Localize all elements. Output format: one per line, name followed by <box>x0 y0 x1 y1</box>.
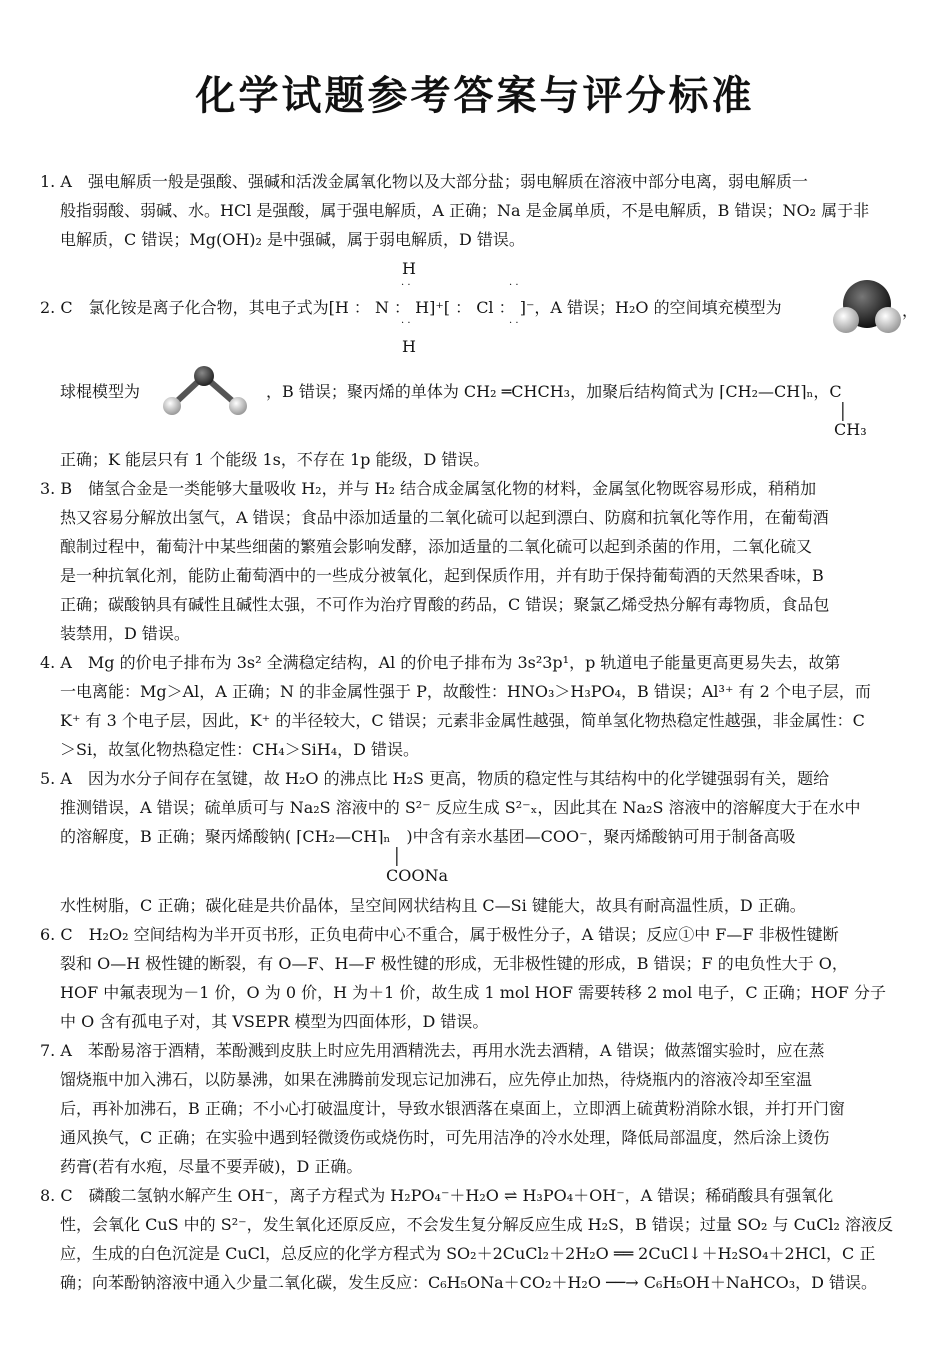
q3-line-2: 热又容易分解放出氢气，A 错误；食品中添加适量的二氧化硫可以起到漂白、防腐和抗氧化等作用，在葡萄酒 <box>60 508 829 527</box>
q5-line-1: 5. A 因为水分子间存在氢键，故 H₂O 的沸点比 H₂S 更高，物质的稳定性与其结构中的化学键强弱有关，题给 <box>40 769 830 788</box>
q2-line-3: 正确；K 能层只有 1 个能级 1s，不存在 1p 能级，D 错误。 <box>60 450 490 469</box>
q7-line-3: 后，再补加沸石，B 正确；不小心打破温度计，导致水银洒落在桌面上，立即洒上硫黄粉消除水银，并打开门窗 <box>60 1099 845 1118</box>
q2-branch-bond: │ <box>838 402 848 421</box>
q5-line-3: 的溶解度，B 正确；聚丙烯酸钠( ⌈CH₂—CH⌉ₙ )中含有亲水基团—COO⁻，聚丙烯酸钠可用于制备高吸 <box>60 827 796 846</box>
q2-line-1 <box>40 298 782 318</box>
q8-line-1: 8. C 磷酸二氢钠水解产生 OH⁻，离子方程式为 H₂PO₄⁻＋H₂O ⇌ H₃PO₄＋OH⁻，A 错误；稀硝酸具有强氧化 <box>40 1186 834 1205</box>
q8-line-3: 应，生成的白色沉淀是 CuCl，总反应的化学方程式为 SO₂＋2CuCl₂＋2H₂O ══ 2CuCl↓＋H₂SO₄＋2HCl，C 正 <box>60 1244 876 1263</box>
q4-line-1: 4. A Mg 的价电子排布为 3s² 全满稳定结构，Al 的价电子排布为 3s²3p¹，p 轨道电子能量更高更易失去，故第 <box>40 653 841 672</box>
q1-line-1: 1. A 强电解质一般是强酸、强碱和活泼金属氧化物以及大部分盐；弱电解质在溶液中部分电离，弱电解质一 <box>40 172 808 191</box>
q5-coona-branch: COONa <box>386 866 449 885</box>
page-title: 化学试题参考答案与评分标准 <box>195 73 755 119</box>
q6-line-2: 裂和 O—H 极性键的断裂，有 O—F、H—F 极性键的形成，无非极性键的形成，B 错误；F 的电负性大于 O， <box>60 954 848 973</box>
q2-ch3-branch: CH₃ <box>834 420 867 439</box>
q2-cl-lone-pair-top: · · <box>509 280 519 291</box>
q1-line-3: 电解质，C 错误；Mg(OH)₂ 是中强碱，属于弱电解质，D 错误。 <box>60 230 525 249</box>
q7-line-2: 馏烧瓶中加入沸石，以防暴沸，如果在沸腾前发现忘记加沸石，应先停止加热，待烧瓶内的溶液冷却至室温 <box>60 1070 813 1089</box>
q2-cl-lone-pair-bottom: · · <box>509 318 519 329</box>
q7-line-1: 7. A 苯酚易溶于酒精，苯酚溅到皮肤上时应先用酒精洗去，再用水洗去酒精，A 错误；做蒸馏实验时，应在蒸 <box>40 1041 825 1060</box>
q2-electron-h-top: H <box>402 259 416 278</box>
q3-line-3: 酿制过程中，葡萄汁中某些细菌的繁殖会影响发酵，添加适量的二氧化硫可以起到杀菌的作用，二氧化硫又 <box>60 537 813 556</box>
q2-line-2-label: 球棍模型为 <box>60 382 141 401</box>
q5-branch-bond: │ <box>392 847 402 866</box>
q1-line-2: 般指弱酸、弱碱、水。HCl 是强酸，属于强电解质，A 正确；Na 是金属单质，不是电解质，B 错误；NO₂ 属于非 <box>60 201 870 220</box>
q7-line-5: 药膏(若有水疱，尽量不要弄破)，D 正确。 <box>60 1157 363 1176</box>
q6-line-4: 中 O 含有孤电子对，其 VSEPR 模型为四面体形，D 错误。 <box>60 1012 489 1031</box>
q2-line-2-text: ，B 错误；聚丙烯的单体为 CH₂ ═CHCH₃，加聚后结构简式为 ⌈CH₂—CH⌉ₙ，C <box>266 382 842 401</box>
q5-line-4: 水性树脂，C 正确；碳化硅是共价晶体，呈空间网状结构且 C—Si 键能大，故具有耐高温性质，D 正确。 <box>60 896 806 915</box>
q6-line-1: 6. C H₂O₂ 空间结构为半开页书形，正负电荷中心不重合，属于极性分子，A 错误；反应①中 F—F 非极性键断 <box>40 925 839 944</box>
q4-line-3: K⁺ 有 3 个电子层，因此，K⁺ 的半径较大，C 错误；元素非金属性越强，简单氢化物热稳定性越强，非金属性：C <box>60 711 865 730</box>
q7-line-4: 通风换气，C 正确；在实验中遇到轻微烫伤或烧伤时，可先用洁净的冷水处理，降低局部温度，然后涂上烫伤 <box>60 1128 830 1147</box>
q8-line-2: 性，会氧化 CuS 中的 S²⁻，发生氧化还原反应，不会发生复分解反应生成 H₂S，B 错误；过量 SO₂ 与 CuCl₂ 溶液反 <box>60 1215 894 1234</box>
q2-lone-pair-bottom: · · <box>401 318 411 329</box>
q4-line-4: ＞Si，故氢化物热稳定性：CH₄＞SiH₄，D 错误。 <box>60 740 420 759</box>
q5-line-2: 推测错误，A 错误；硫单质可与 Na₂S 溶液中的 S²⁻ 反应生成 S²⁻ₓ，因此其在 Na₂S 溶液中的溶解度大于在水中 <box>60 798 861 817</box>
q6-line-3: HOF 中氟表现为－1 价，O 为 0 价，H 为＋1 价，故生成 1 mol HOF 需要转移 2 mol 电子，C 正确；HOF 分子 <box>60 983 886 1002</box>
water-ball-stick-model-icon <box>154 362 254 422</box>
q4-line-2: 一电离能：Mg＞Al，A 正确；N 的非金属性强于 P，故酸性：HNO₃＞H₃PO₄，B 错误；Al³⁺ 有 2 个电子层，而 <box>60 682 871 701</box>
q8-line-4: 确；向苯酚钠溶液中通入少量二氧化碳，发生反应：C₆H₅ONa＋CO₂＋H₂O ──→ C₆H₅OH＋NaHCO₃，D 错误。 <box>60 1273 878 1292</box>
q3-line-6: 装禁用，D 错误。 <box>60 624 190 643</box>
q3-line-1: 3. B 储氢合金是一类能够大量吸收 H₂，并与 H₂ 结合成金属氢化物的材料，金属氢化物既容易形成，稍稍加 <box>40 479 817 498</box>
q2-line-1-text: 2. C 氯化铵是离子化合物，其电子式为[H ： N ： H]⁺[ ： Cl ： ]⁻，A 错误；H₂O 的空间填充模型为 <box>40 298 782 317</box>
q3-line-5: 正确；碳酸钠具有碱性且碱性太强，不可作为治疗胃酸的药品，C 错误；聚氯乙烯受热分解有毒物质，食品包 <box>60 595 830 614</box>
water-space-filling-model-icon <box>832 278 902 336</box>
q2-lone-pair-top: · · <box>401 280 411 291</box>
q2-electron-h-bottom: H <box>402 337 416 356</box>
q3-line-4: 是一种抗氧化剂，能防止葡萄酒中的一些成分被氧化，起到保质作用，并有助于保持葡萄酒的天然果香味，B <box>60 566 824 585</box>
q2-comma: ， <box>902 301 919 320</box>
